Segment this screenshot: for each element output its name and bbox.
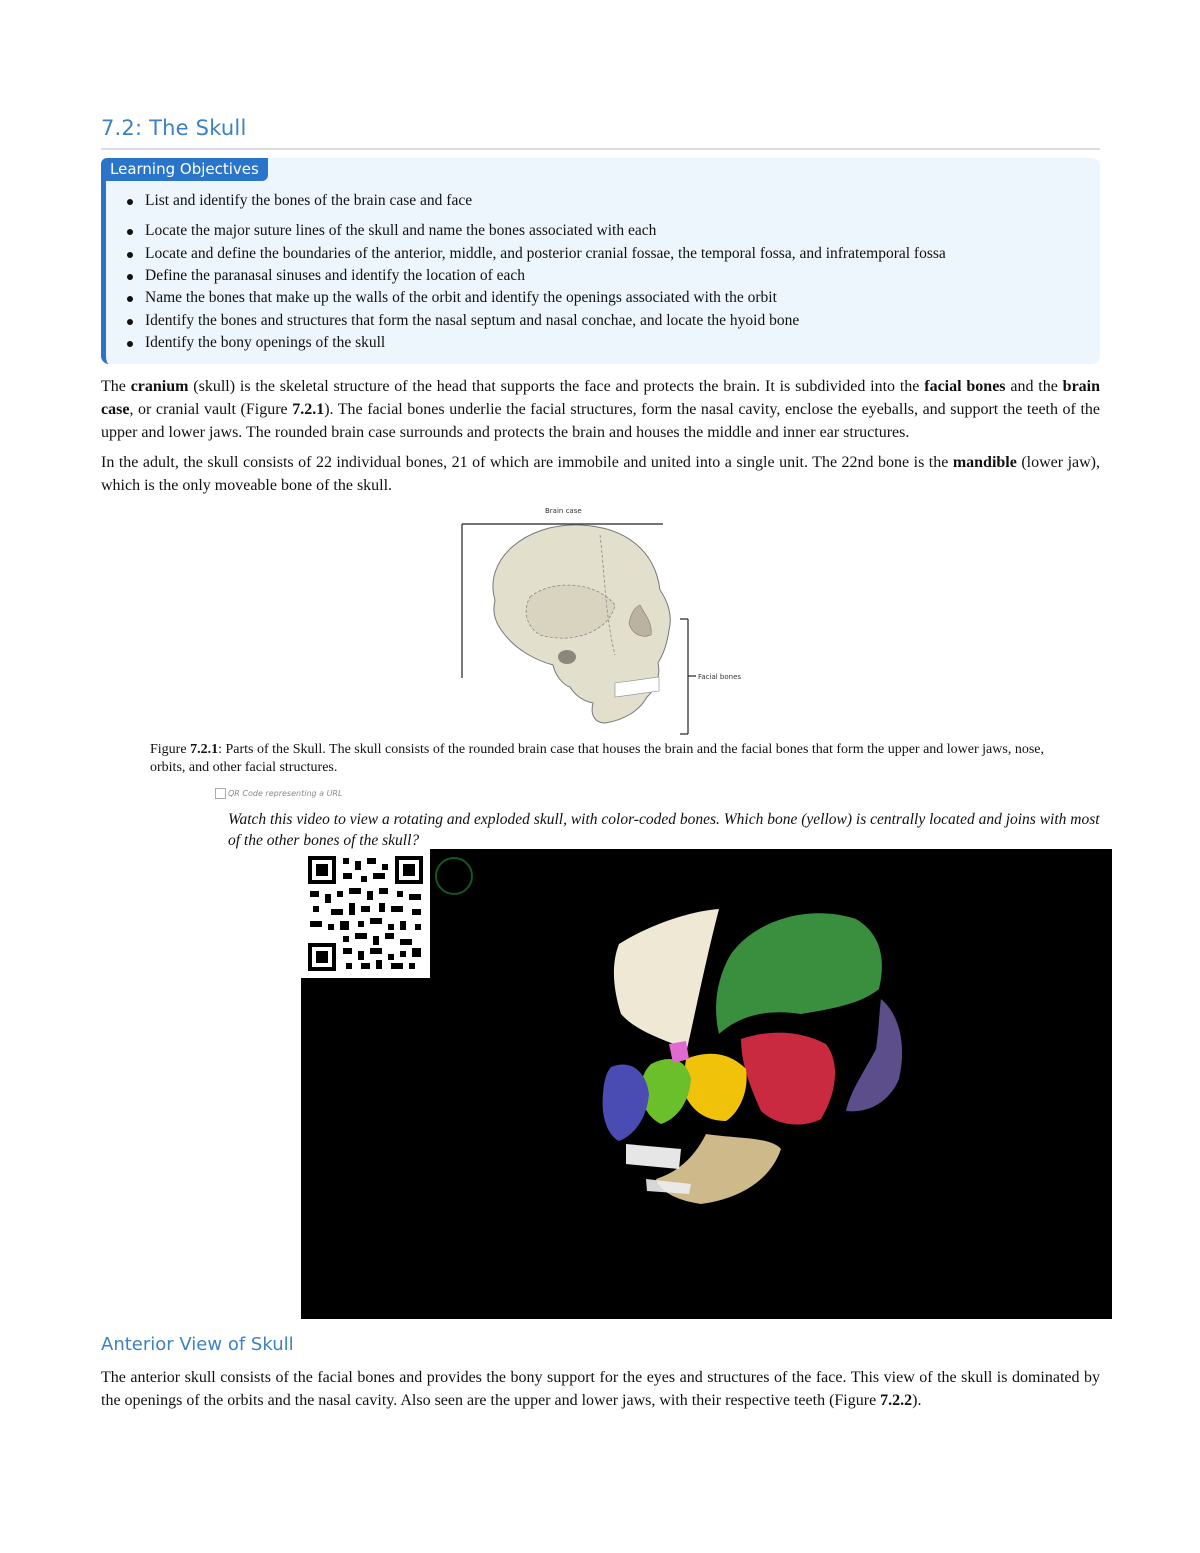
- video-prompt: Watch this video to view a rotating and exploded skull, with color-coded bones. Which bone (yellow) is centrally located and joins with most of the other bones of the skull?: [228, 811, 1100, 849]
- bullet-icon: [127, 274, 133, 280]
- bullet-icon: [127, 296, 133, 302]
- bullet-icon: [127, 199, 133, 205]
- paragraph-anterior-view: The anterior skull consists of the facial bones and provides the bony support for the eyes and structures of the face. This view of the skull is dominated by the openings of the orbits and the nasal cavity. Also seen are the upper and lower jaws, with their respective teeth (Figure 7.2.2).: [101, 1369, 1100, 1409]
- title-divider: [101, 148, 1100, 150]
- list-item: Locate and define the boundaries of the anterior, middle, and posterior cranial fossae, the temporal fossa, and infratemporal fossa: [120, 244, 946, 264]
- list-item: Name the bones that make up the walls of the orbit and identify the openings associated with the orbit: [120, 288, 777, 308]
- bullet-icon: [127, 341, 133, 347]
- term-cranium: cranium: [130, 378, 189, 395]
- list-item: Locate the major suture lines of the skull and name the bones associated with each: [120, 221, 656, 241]
- list-item: Define the paranasal sinuses and identify the location of each: [120, 266, 525, 286]
- paragraph-cranium: The cranium (skull) is the skeletal structure of the head that supports the face and protects the brain. It is subdivided into the facial bones and the brain case, or cranial vault (Figure 7.2.1). The facial bones underlie the facial structures, form the nasal cavity, enclose the eyeballs, and support the teeth of the upper and lower jaws. The rounded brain case surrounds and protects the brain and houses the middle and inner ear structures.: [101, 378, 1101, 441]
- figure-ref-link[interactable]: 7.2.2: [880, 1392, 913, 1409]
- list-item: Identify the bones and structures that form the nasal septum and nasal conchae, and locate the hyoid bone: [120, 311, 799, 331]
- qr-code-icon: [301, 849, 430, 978]
- facial-bones-label: Facial bones: [698, 673, 742, 681]
- brain-case-label: Brain case: [545, 507, 582, 515]
- broken-image-icon: [215, 788, 226, 799]
- learning-objectives-label: Learning Objectives: [101, 158, 268, 181]
- section-title-anterior-view: Anterior View of Skull: [101, 1334, 294, 1355]
- facial-bones-bracket: [680, 619, 696, 734]
- figure-caption: Figure 7.2.1: Parts of the Skull. The skull consists of the rounded brain case that houses the brain and the facial bones that form the upper and lower jaws, nose, orbits, and other facial structures.: [150, 742, 1044, 775]
- learning-objectives-box: [101, 158, 1100, 364]
- figure-ref-link[interactable]: 7.2.1: [292, 401, 325, 418]
- list-item: List and identify the bones of the brain case and face: [120, 191, 472, 211]
- bullet-icon: [127, 319, 133, 325]
- term-mandible: mandible: [952, 454, 1017, 471]
- bullet-icon: [127, 252, 133, 258]
- skull-video-player[interactable]: [301, 849, 1112, 1319]
- term-facial-bones: facial bones: [924, 378, 1006, 395]
- bullet-icon: [127, 229, 133, 235]
- page-title: 7.2: The Skull: [101, 116, 247, 140]
- qr-code-image-link[interactable]: QR Code representing a URL: [215, 788, 342, 799]
- skull-figure: [455, 505, 745, 737]
- paragraph-adult-skull: In the adult, the skull consists of 22 individual bones, 21 of which are immobile and united into a single unit. The 22nd bone is the mandible (lower jaw), which is the only moveable bone of the skull.: [101, 454, 1101, 494]
- term-brain-case: brain case: [101, 378, 1101, 418]
- skull-illustration: [493, 525, 670, 723]
- list-item: Identify the bony openings of the skull: [120, 333, 385, 353]
